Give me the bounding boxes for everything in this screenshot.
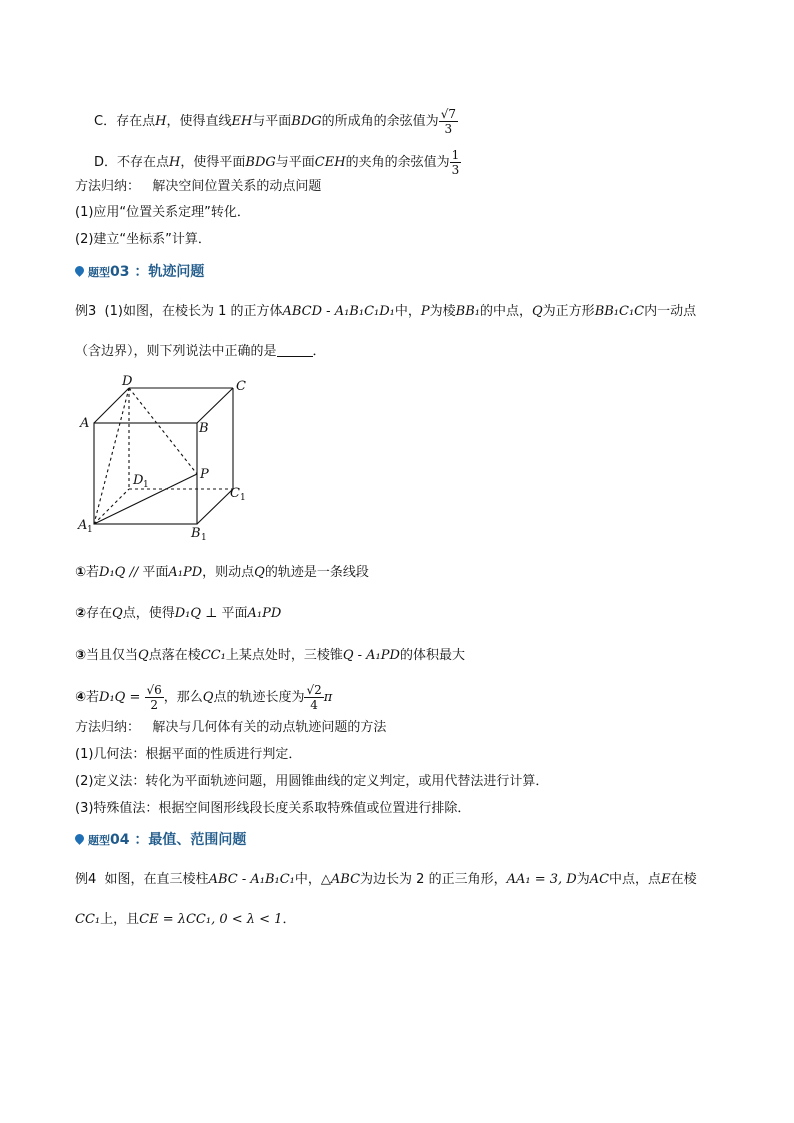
method-1-step-1: (1)应用“位置关系定理”转化． — [75, 205, 250, 220]
method-1-step-2: (2)建立“坐标系”计算． — [75, 232, 211, 247]
label-d1-sub: 1 — [143, 480, 149, 490]
label-b1-sub: 1 — [201, 533, 207, 543]
option-c: C．存在点H，使得直线EH与平面BDG的所成角的余弦值为 $\frac{√7}{3}$ — [94, 107, 456, 136]
statement-3: ③当且仅当Q点落在棱CC₁上某点处时，三棱锥Q - A₁PD的体积最大 — [75, 648, 465, 663]
edge-b1c1 — [197, 489, 233, 524]
label-b: B — [199, 421, 209, 436]
label-c1-sub: 1 — [240, 493, 246, 503]
front-face — [94, 423, 197, 524]
fraction-sqrt7-3: $\frac{√7}{3}$ — [440, 107, 456, 136]
example-4-line-1: 例4 如图，在直三棱柱ABC - A₁B₁C₁中，△ABC为边长为 2 的正三角形，AA₁ = 3, D为AC中点，点E在棱 — [75, 872, 697, 887]
label-d1: D — [133, 473, 144, 488]
section-header-type03: 题型03 ：轨迹问题 — [75, 261, 204, 281]
fraction-sqrt2-4: $\frac{√2}{4}$ — [306, 683, 322, 712]
label-b1: B — [191, 526, 201, 541]
answer-blank[interactable] — [277, 344, 313, 357]
location-pin-icon — [73, 832, 86, 845]
fraction-sqrt6-2: $\frac{√6}{2}$ — [146, 683, 162, 712]
example-3-line-2: （含边界），则下列说法中正确的是 ． — [75, 344, 326, 359]
edge-a1d1-hidden — [94, 489, 129, 524]
method-2-step-2: (2)定义法：转化为平面轨迹问题，用圆锥曲线的定义判定，或用代替法进行计算． — [75, 774, 549, 789]
fraction-1-3: $\frac{1}{3}$ — [451, 148, 460, 177]
cube-figure — [70, 368, 260, 543]
section-header-type04: 题型04 ：最值、范围问题 — [75, 829, 246, 849]
option-d: D．不存在点H，使得平面BDG与平面CEH的夹角的余弦值为 $\frac{1}{3}$ — [94, 148, 460, 177]
statement-2: ②存在Q点，使得D₁Q ⊥ 平面A₁PD — [75, 606, 282, 621]
method-2-step-1: (1)几何法：根据平面的性质进行判定． — [75, 747, 302, 762]
segment-da1-hidden — [94, 388, 129, 524]
label-c: C — [236, 379, 246, 394]
label-a1: A — [78, 518, 88, 533]
edge-ad — [94, 388, 129, 423]
label-p: P — [200, 467, 209, 482]
statement-4: ④若D₁Q = $\frac{√6}{2}$ ，那么Q点的轨迹长度为 $\frac{√2}{4}$ π — [75, 683, 333, 712]
segment-dp-hidden — [129, 388, 197, 474]
method-summary-1: 方法归纳： 解决空间位置关系的动点问题 — [75, 179, 322, 194]
label-d: D — [122, 374, 133, 389]
example-3-line-1: 例3 (1)如图，在棱长为 1 的正方体ABCD - A₁B₁C₁D₁中，P为棱BB₁的中点，Q为正方形BB₁C₁C内一动点 — [75, 304, 697, 319]
location-pin-icon — [73, 264, 86, 277]
statement-1: ①若D₁Q // 平面A₁PD，则动点Q的轨迹是一条线段 — [75, 565, 369, 580]
edge-bc — [197, 388, 233, 423]
method-summary-2: 方法归纳： 解决与几何体有关的动点轨迹问题的方法 — [75, 720, 387, 735]
label-a: A — [80, 416, 90, 431]
label-c1: C — [230, 486, 240, 501]
label-a1-sub: 1 — [87, 525, 93, 535]
example-4-line-2: CC₁上，且CE = λCC₁, 0 < λ < 1． — [75, 912, 296, 927]
method-2-step-3: (3)特殊值法：根据空间图形线段长度关系取特殊值或位置进行排除． — [75, 801, 471, 816]
